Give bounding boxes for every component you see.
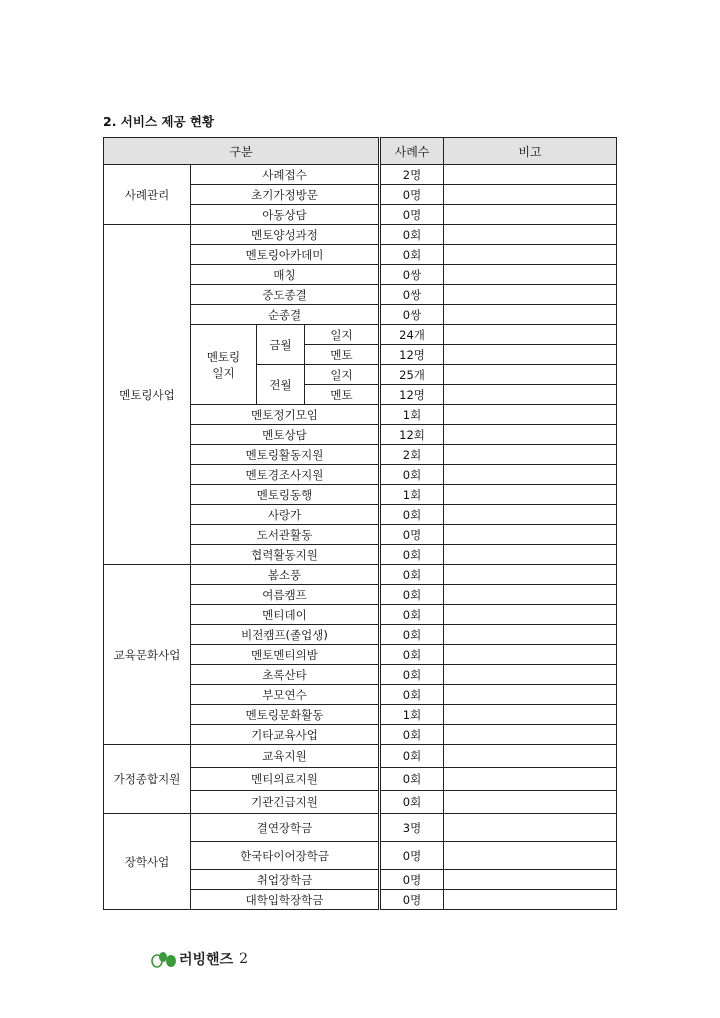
row-label: 봄소풍 <box>191 565 380 585</box>
row-remarks <box>444 890 617 910</box>
row-count: 0회 <box>380 645 444 665</box>
row-count: 0회 <box>380 685 444 705</box>
last-month-label: 전월 <box>257 365 305 405</box>
group-label-family: 가정종합지원 <box>104 745 191 814</box>
row-remarks <box>444 505 617 525</box>
row-label: 초록산타 <box>191 665 380 685</box>
row-remarks <box>444 205 617 225</box>
row-remarks <box>444 725 617 745</box>
row-count: 0쌍 <box>380 265 444 285</box>
group-label-case: 사례관리 <box>104 165 191 225</box>
row-count: 12회 <box>380 425 444 445</box>
row-label: 멘토상담 <box>191 425 380 445</box>
row-count: 0회 <box>380 245 444 265</box>
row-label: 협력활동지원 <box>191 545 380 565</box>
row-count: 0회 <box>380 225 444 245</box>
row-remarks <box>444 605 617 625</box>
row-count: 0회 <box>380 605 444 625</box>
row-count: 24개 <box>380 325 444 345</box>
row-count: 0회 <box>380 505 444 525</box>
row-count: 0회 <box>380 665 444 685</box>
group-label-education: 교육문화사업 <box>104 565 191 745</box>
row-remarks <box>444 465 617 485</box>
row-count: 12명 <box>380 345 444 365</box>
row-label: 결연장학금 <box>191 814 380 842</box>
row-remarks <box>444 445 617 465</box>
row-label: 대학입학장학금 <box>191 890 380 910</box>
header-remarks: 비고 <box>444 138 617 165</box>
row-remarks <box>444 405 617 425</box>
service-status-table-wrap <box>103 137 617 910</box>
row-remarks <box>444 345 617 365</box>
row-label: 중도종결 <box>191 285 380 305</box>
row-label: 기관긴급지원 <box>191 791 380 814</box>
row-remarks <box>444 565 617 585</box>
row-remarks <box>444 325 617 345</box>
row-remarks <box>444 870 617 890</box>
row-label: 아동상담 <box>191 205 380 225</box>
row-count: 0회 <box>380 465 444 485</box>
row-count: 0명 <box>380 870 444 890</box>
row-label: 사랑가 <box>191 505 380 525</box>
row-count: 0명 <box>380 525 444 545</box>
row-remarks <box>444 545 617 565</box>
row-remarks <box>444 842 617 870</box>
row-label: 멘토경조사지원 <box>191 465 380 485</box>
row-remarks <box>444 245 617 265</box>
row-remarks <box>444 525 617 545</box>
row-label: 일지 <box>305 365 380 385</box>
row-count: 1회 <box>380 705 444 725</box>
row-remarks <box>444 265 617 285</box>
row-count: 0회 <box>380 745 444 768</box>
row-count: 0쌍 <box>380 305 444 325</box>
row-remarks <box>444 705 617 725</box>
row-label: 멘토양성과정 <box>191 225 380 245</box>
row-count: 1회 <box>380 485 444 505</box>
row-count: 0명 <box>380 842 444 870</box>
row-count: 3명 <box>380 814 444 842</box>
this-month-label: 금월 <box>257 325 305 365</box>
row-count: 0명 <box>380 890 444 910</box>
row-remarks <box>444 685 617 705</box>
journal-label <box>191 325 257 405</box>
row-count: 0명 <box>380 185 444 205</box>
row-count: 0회 <box>380 565 444 585</box>
group-label-mentoring: 멘토링사업 <box>104 225 191 565</box>
row-remarks <box>444 791 617 814</box>
row-count: 2명 <box>380 165 444 185</box>
row-remarks <box>444 665 617 685</box>
row-label: 멘티의료지원 <box>191 768 380 791</box>
row-remarks <box>444 385 617 405</box>
row-count: 25개 <box>380 365 444 385</box>
row-label: 일지 <box>305 325 380 345</box>
row-remarks <box>444 225 617 245</box>
row-count: 1회 <box>380 405 444 425</box>
row-label: 멘토멘티의밤 <box>191 645 380 665</box>
row-remarks <box>444 185 617 205</box>
row-label: 취업장학금 <box>191 870 380 890</box>
journal-label-line2: 일지 <box>212 365 235 380</box>
row-label: 멘토링동행 <box>191 485 380 505</box>
row-count: 0회 <box>380 545 444 565</box>
row-label: 교육지원 <box>191 745 380 768</box>
row-count: 2회 <box>380 445 444 465</box>
row-remarks <box>444 645 617 665</box>
section-title: 2. 서비스 제공 현황 <box>103 114 215 129</box>
page-number: 2 <box>239 951 249 967</box>
table-row <box>104 225 617 245</box>
row-label: 멘토링아카데미 <box>191 245 380 265</box>
row-label: 도서관활동 <box>191 525 380 545</box>
row-remarks <box>444 745 617 768</box>
row-remarks <box>444 625 617 645</box>
row-label: 멘토링문화활동 <box>191 705 380 725</box>
row-remarks <box>444 165 617 185</box>
table-row <box>104 745 617 768</box>
table-row <box>104 565 617 585</box>
row-count: 0회 <box>380 625 444 645</box>
row-label: 사례접수 <box>191 165 380 185</box>
journal-label-line1: 멘토링 <box>206 349 241 364</box>
brand-name: 러빙핸즈 <box>179 952 234 968</box>
row-remarks <box>444 814 617 842</box>
row-count: 12명 <box>380 385 444 405</box>
row-count: 0회 <box>380 585 444 605</box>
header-count: 사례수 <box>380 138 444 165</box>
row-label: 멘토 <box>305 345 380 365</box>
hands-logo-icon <box>150 948 178 970</box>
row-label: 여름캠프 <box>191 585 380 605</box>
row-count: 0회 <box>380 791 444 814</box>
row-label: 비전캠프(졸업생) <box>191 625 380 645</box>
row-remarks <box>444 425 617 445</box>
row-label: 멘토정기모임 <box>191 405 380 425</box>
row-label: 부모연수 <box>191 685 380 705</box>
row-count: 0쌍 <box>380 285 444 305</box>
row-label: 기타교육사업 <box>191 725 380 745</box>
row-remarks <box>444 285 617 305</box>
row-remarks <box>444 768 617 791</box>
row-remarks <box>444 365 617 385</box>
header-category: 구분 <box>104 138 380 165</box>
row-count: 0회 <box>380 768 444 791</box>
row-label: 멘토 <box>305 385 380 405</box>
row-label: 순종결 <box>191 305 380 325</box>
header-row <box>104 138 617 165</box>
row-remarks <box>444 585 617 605</box>
row-remarks <box>444 485 617 505</box>
page-footer <box>150 948 248 970</box>
service-status-table <box>103 137 617 910</box>
row-label: 멘티데이 <box>191 605 380 625</box>
table-row <box>104 165 617 185</box>
row-label: 한국타이어장학금 <box>191 842 380 870</box>
row-label: 초기가정방문 <box>191 185 380 205</box>
row-label: 매칭 <box>191 265 380 285</box>
row-count: 0회 <box>380 725 444 745</box>
row-remarks <box>444 305 617 325</box>
row-label: 멘토링활동지원 <box>191 445 380 465</box>
group-label-scholarship: 장학사업 <box>104 814 191 910</box>
row-count: 0명 <box>380 205 444 225</box>
table-row <box>104 814 617 842</box>
